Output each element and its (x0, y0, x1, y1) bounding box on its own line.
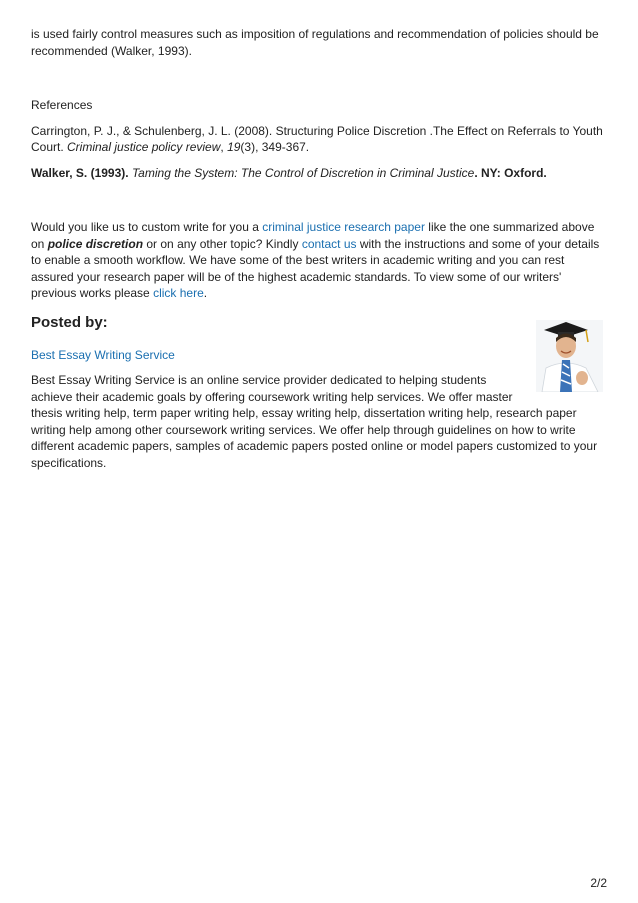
cta-text-1: Would you like us to custom write for you a (31, 220, 263, 234)
author-bio-block (31, 372, 609, 471)
ref1-rest: (3), 349-367. (240, 140, 310, 154)
cta-text-4: with the instructions and some of your details to enable a smooth workflow. We have some of the best writers in academic writing and you can rest assured your research paper will be of the highest academic standards. To view some of our writers' previous works please (31, 236, 600, 300)
author-avatar (536, 320, 603, 392)
posted-by-heading: Posted by: (31, 313, 108, 331)
ref1-sep: , (220, 140, 228, 154)
ref2-author: Walker, S. (1993). (31, 165, 129, 180)
reference-carrington (31, 123, 609, 156)
ref2-publisher: . NY: Oxford. (474, 165, 547, 180)
cta-paragraph (31, 219, 609, 302)
document-page (31, 26, 609, 471)
references-heading: References (31, 98, 93, 112)
ref2-title: Taming the System: The Control of Discretion in Criminal Justice (131, 165, 475, 180)
criminal-justice-link[interactable]: criminal justice research paper (262, 220, 425, 234)
cta-text-2: like the one summarized above on (31, 220, 595, 251)
click-here-link[interactable]: click here (153, 286, 204, 300)
cta-bold-topic: police discretion (47, 236, 144, 251)
cta-text-5: . (203, 286, 208, 300)
author-bio: Best Essay Writing Service is an online service provider dedicated to helping students achieve their academic goals by offering coursework writing help services. We offer master thesis writing help, term paper writing help, essay writing help, dissertation writing help, research paper writing help among other coursework writing services. We offer help through guidelines on how to write different academic papers, samples of academic papers posted online or model papers customized to your specifications. (31, 373, 598, 470)
page-number: 2/2 (590, 876, 607, 890)
intro-paragraph: is used fairly control measures such as imposition of regulations and recommendation of policies should be recommended (Walker, 1993). (31, 27, 599, 58)
ref1-volume: 19 (227, 140, 241, 154)
cta-text-3: or on any other topic? Kindly (143, 236, 302, 251)
ref1-journal: Criminal justice policy review (67, 140, 221, 154)
author-link[interactable]: Best Essay Writing Service (31, 347, 175, 362)
contact-us-link[interactable]: contact us (301, 236, 357, 251)
ref1-authors: Carrington, P. J., & Schulenberg, J. L. (2008). Structuring Police Discretion .The Effect on Referrals to Youth Court. (31, 123, 603, 154)
reference-walker (31, 165, 609, 182)
